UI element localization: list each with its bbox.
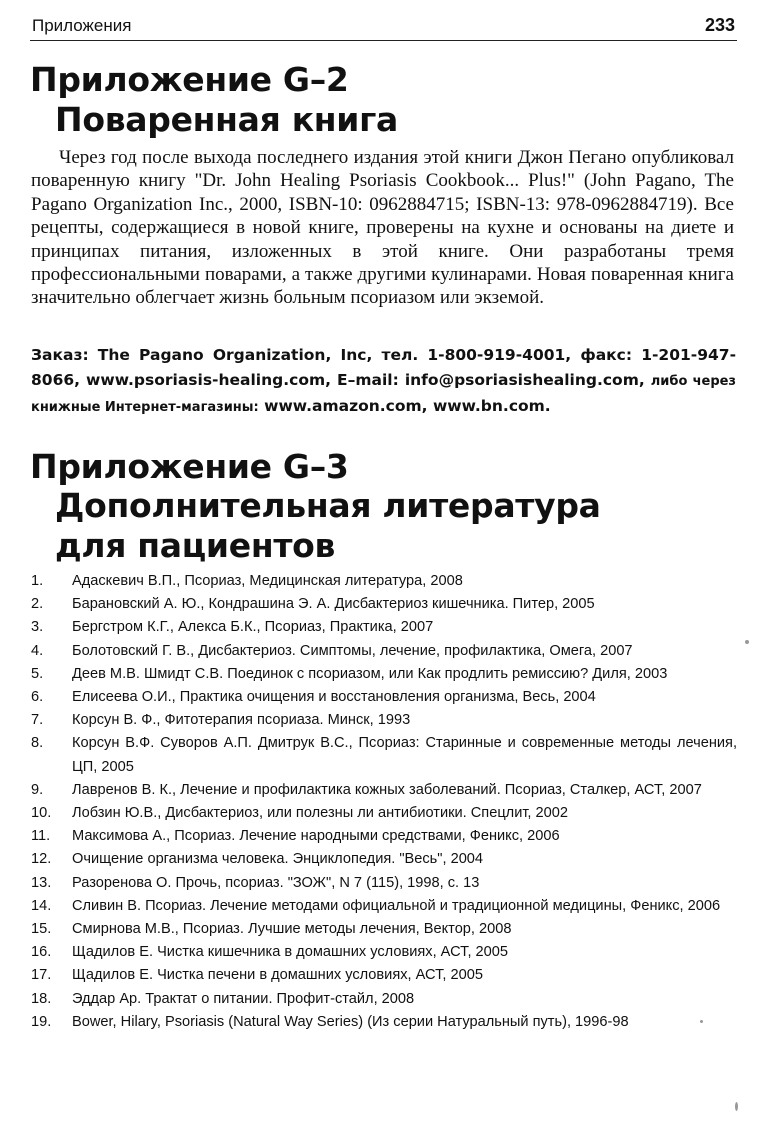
reference-number: 17. [31,967,52,984]
reference-item [31,895,737,918]
reference-text: Барановский А. Ю., Кондрашина Э. А. Дисбактериоз кишечника. Питер, 2005 [72,596,595,613]
scan-speck [745,640,749,644]
reference-text: Корсун В.Ф. Суворов А.П. Дмитрук В.С., Псориаз: Старинные и современные методы лечения, ЦП, 2005 [72,735,737,775]
reference-item [31,941,737,964]
reference-item [31,640,737,663]
reference-text: Деев М.В. Шмидт С.В. Поединок с псориазом, или Как продлить ремиссию? Диля, 2003 [72,665,668,682]
reference-number: 14. [31,897,52,914]
reference-item [31,918,737,941]
reference-item [31,825,737,848]
reference-item [31,732,737,778]
reference-item [31,1011,737,1034]
reference-number: 8. [31,735,44,752]
reference-item [31,872,737,895]
reference-number: 16. [31,944,52,961]
appendix-g3-subheading-line1: Дополнительная литература [55,486,601,525]
reference-item [31,570,737,593]
order-info [31,343,736,420]
reference-text: Щадилов Е. Чистка кишечника в домашних условиях, АСТ, 2005 [72,944,509,961]
scan-speck [735,1102,738,1111]
reference-item [31,686,737,709]
reference-text: Корсун В. Ф., Фитотерапия псориаза. Минск, 1993 [72,712,411,729]
reference-text: Адаскевич В.П., Псориаз, Медицинская литература, 2008 [72,573,463,589]
scan-speck [700,1020,703,1023]
reference-number: 6. [31,689,44,706]
reference-item [31,964,737,987]
reference-number: 3. [31,619,44,636]
reference-text: Сливин В. Псориаз. Лечение методами официальной и традиционной медицины, Феникс, 2006 [72,897,721,914]
reference-text: Щадилов Е. Чистка печени в домашних условиях, АСТ, 2005 [72,967,483,984]
reference-item [31,593,737,616]
appendix-g3-subheading-line2: для пациентов [55,526,336,565]
reference-number: 5. [31,665,44,682]
reference-item [31,988,737,1011]
reference-number: 9. [31,781,44,798]
running-head [30,14,737,41]
reference-item [31,802,737,825]
reference-text: Очищение организма человека. Энциклопедия. "Весь", 2004 [72,851,484,868]
reference-number: 1. [31,573,44,589]
reference-text: Бергстром К.Г., Алекса Б.К., Псориаз, Практика, 2007 [72,619,434,636]
reference-number: 19. [31,1013,52,1030]
appendix-g3-heading: Приложение G–3 [30,447,349,486]
reference-number: 2. [31,596,44,613]
reference-text: Болотовский Г. В., Дисбактериоз. Симптомы, лечение, профилактика, Омега, 2007 [72,642,633,659]
reference-list [31,570,737,1034]
reference-text: Смирнова М.В., Псориаз. Лучшие методы лечения, Вектор, 2008 [72,921,512,938]
reference-number: 7. [31,712,44,729]
appendix-g2-subheading: Поваренная книга [55,100,399,139]
reference-item [31,709,737,732]
reference-text: Максимова А., Псориаз. Лечение народными средствами, Феникс, 2006 [72,828,560,845]
order-online-stores: www.amazon.com, www.bn.com. [264,397,551,415]
page-number: 233 [704,15,735,35]
running-head-section: Приложения [32,16,132,35]
reference-number: 10. [31,805,52,822]
reference-item [31,616,737,639]
reference-text: Bower, Hilary, Psoriasis (Natural Way Series) (Из серии Натуральный путь), 1996-98 [72,1013,629,1030]
reference-text: Лобзин Ю.В., Дисбактериоз, или полезны ли антибиотики. Спецлит, 2002 [72,805,568,822]
order-contacts: Заказ: The Pagano Organization, Inc, тел. 1-800-919-4001, факс: 1-201-947-8066, www.psoriasis-healing.com, E–mail: info@psoriasishealing.com, [31,346,736,389]
reference-text: Лавренов В. К., Лечение и профилактика кожных заболеваний. Псориаз, Сталкер, АСТ, 2007 [72,781,702,798]
reference-item [31,848,737,871]
appendix-g2-heading: Приложение G–2 [30,60,349,99]
reference-text: Эддар Ар. Трактат о питании. Профит-стайл, 2008 [72,990,415,1007]
reference-number: 18. [31,990,52,1007]
reference-number: 15. [31,921,52,938]
reference-number: 12. [31,851,52,868]
order-online-stores-label: либо через книжные Интернет-магазины: [31,374,736,415]
reference-number: 13. [31,874,52,891]
reference-number: 11. [31,828,51,845]
reference-item [31,779,737,802]
reference-text: Елисеева О.И., Практика очищения и восстановления организма, Весь, 2004 [72,689,596,706]
reference-text: Разоренова О. Прочь, псориаз. "ЗОЖ", N 7 (115), 1998, с. 13 [72,874,480,891]
reference-item [31,663,737,686]
cookbook-paragraph: Через год после выхода последнего издания этой книги Джон Пегано опубликовал поваренную книгу "Dr. John Healing Psoriasis Cookbook... Plus!" (John Pagano, The Pagano Organization Inc., 2000, ISBN-10: 0962884715; ISBN-13: 978-0962884719). Все рецепты, содержащиеся в новой книге, проверены на кухне и основаны на диете и принципах питания, изложенных в этой книге. Они разработаны тремя профессиональными поварами, а также другими кулинарами. Новая поваренная книга значительно облегчает жизнь больным псориазом или экземой. [31,147,734,309]
reference-number: 4. [31,642,44,659]
